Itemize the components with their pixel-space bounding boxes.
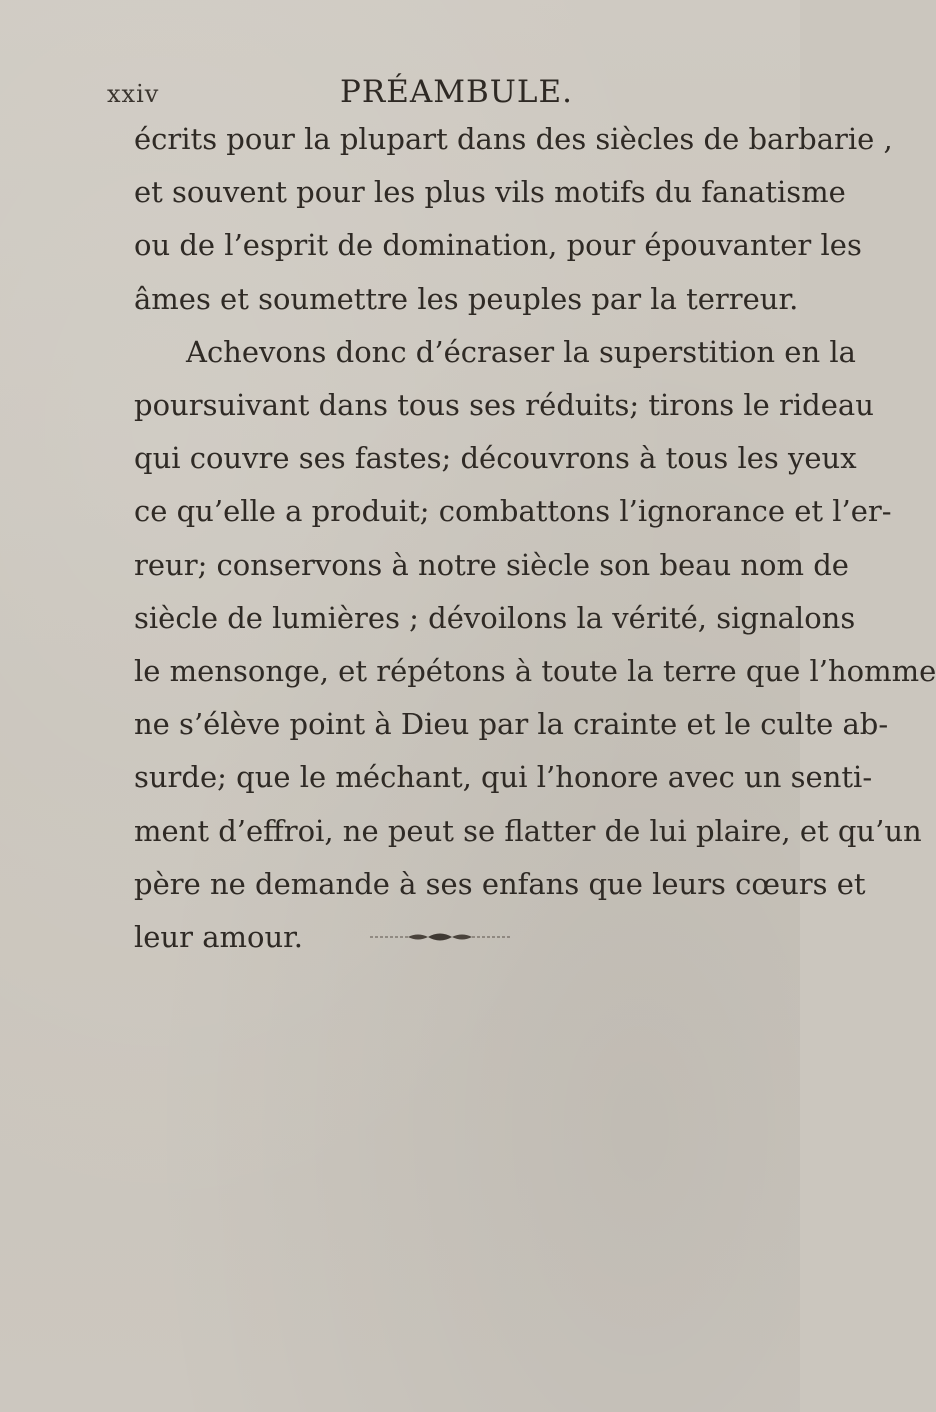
text-line: poursuivant dans tous ses réduits; tirons le rideau xyxy=(134,388,874,423)
text-line: père ne demande à ses enfans que leurs cœurs et xyxy=(134,866,866,901)
text-line: ou de l’esprit de domination, pour épouvanter les xyxy=(134,228,862,263)
text-line: siècle de lumières ; dévoilons la vérité, signalons xyxy=(134,600,856,635)
text-line: Achevons donc d’écraser la superstition en la xyxy=(186,334,856,369)
text-line: écrits pour la plupart dans des siècles de barbarie , xyxy=(134,122,893,156)
running-title: PRÉAMBULE. xyxy=(340,74,573,110)
tailpiece-ornament-icon xyxy=(370,930,510,944)
body-text xyxy=(134,113,936,964)
text-line: leur amour. xyxy=(134,920,304,955)
text-line: ne s’élève point à Dieu par la crainte et le culte ab- xyxy=(134,707,889,742)
text-line: ment d’effroi, ne peut se flatter de lui plaire, et qu’un xyxy=(134,813,922,848)
text-line: le mensonge, et répétons à toute la terre que l’homme xyxy=(134,654,936,689)
text-line: surde; que le méchant, qui l’honore avec un senti- xyxy=(134,760,873,795)
text-line: ce qu’elle a produit; combattons l’ignorance et l’er- xyxy=(134,494,892,529)
text-line: âmes et soumettre les peuples par la terreur. xyxy=(134,281,799,316)
running-head xyxy=(0,74,800,114)
text-line: qui couvre ses fastes; découvrons à tous les yeux xyxy=(134,441,857,476)
text-line: et souvent pour les plus vils motifs du fanatisme xyxy=(134,175,846,210)
text-line: reur; conservons à notre siècle son beau nom de xyxy=(134,547,849,582)
page-number: xxiv xyxy=(107,80,160,108)
